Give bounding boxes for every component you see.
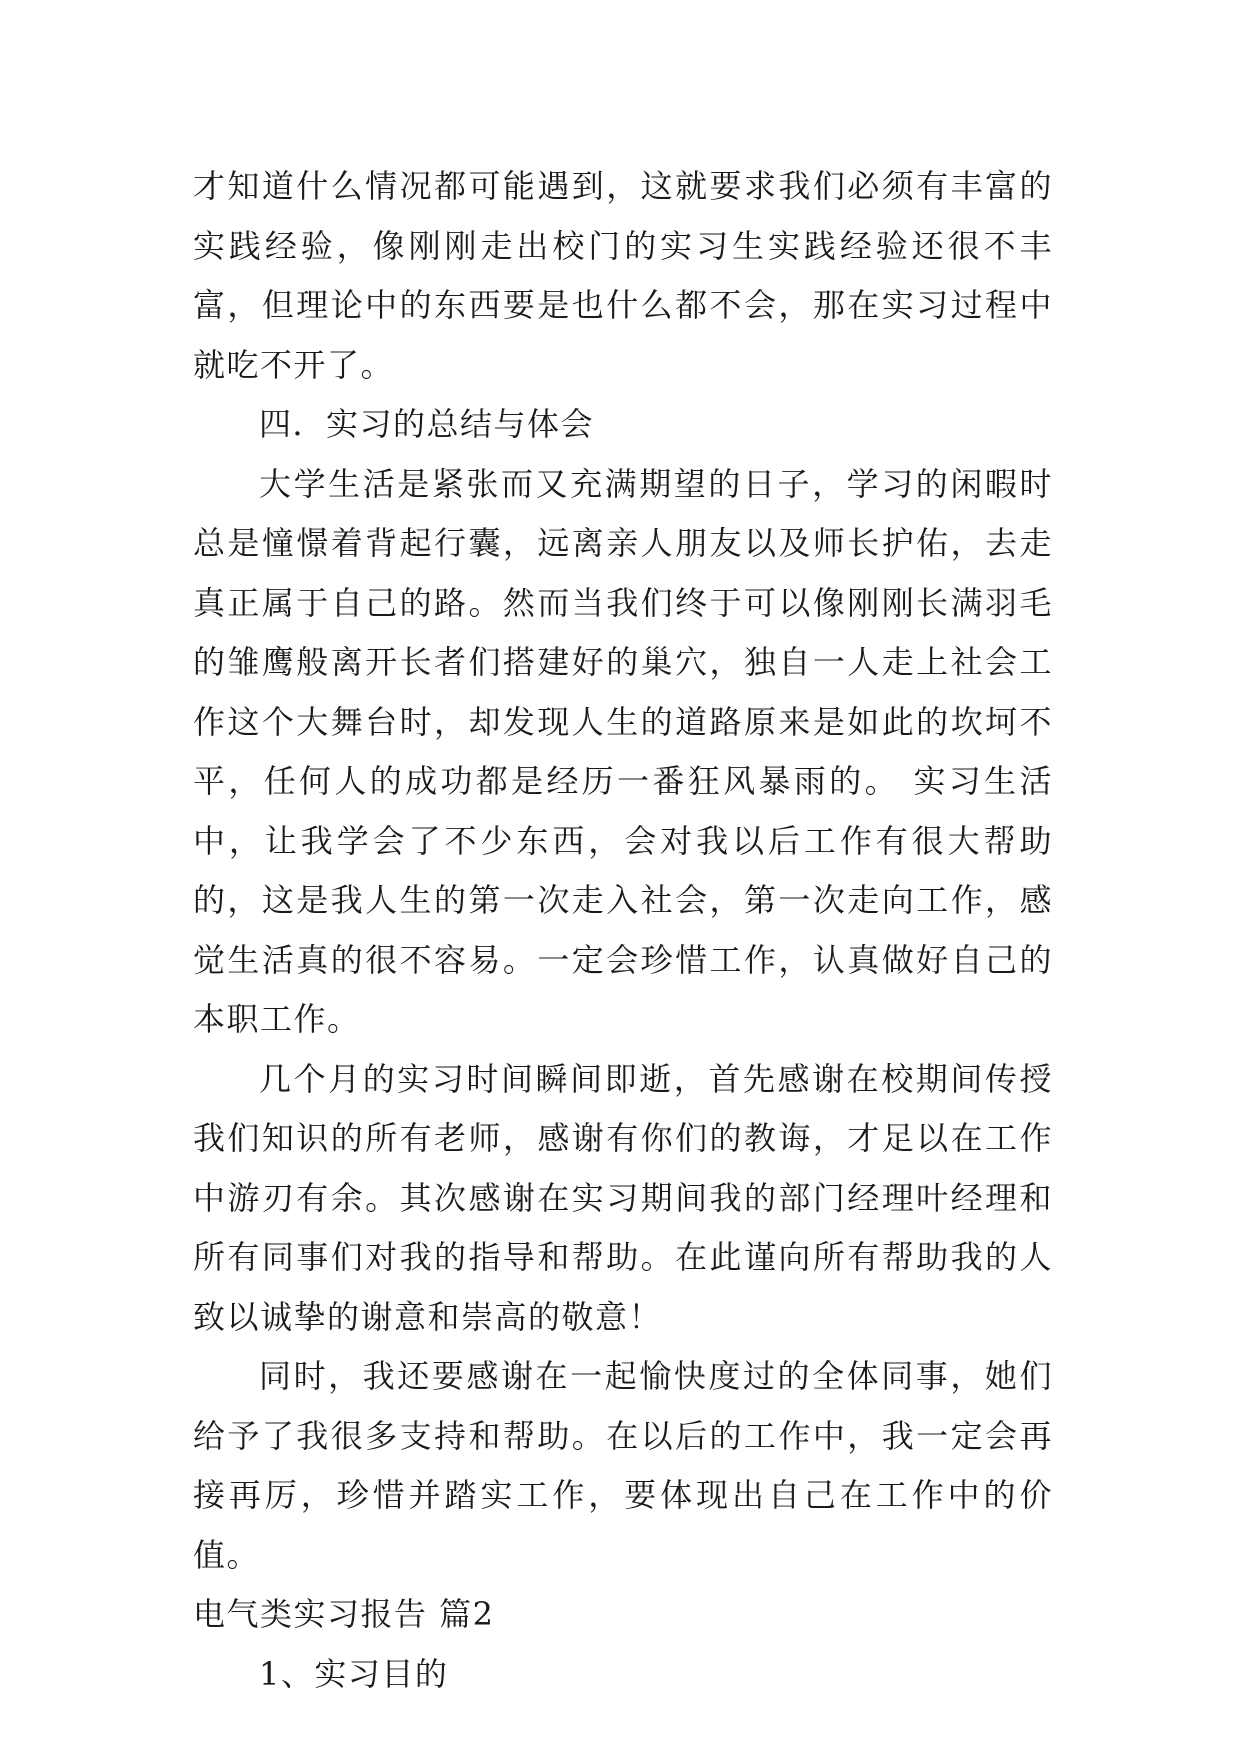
section-heading-summary: 四．实习的总结与体会 [259, 405, 595, 443]
document-body [193, 157, 1053, 1704]
section-heading-purpose: 1、实习目的 [259, 1654, 449, 1693]
paragraph-continuation: 才知道什么情况都可能遇到，这就要求我们必须有丰富的实践经验，像刚刚走出校门的实习生实践经验还很不丰富，但理论中的东西要是也什么都不会，那在实习过程中就吃不开了。 [193, 167, 1053, 384]
paragraph-thanks-teachers: 几个月的实习时间瞬间即逝，首先感谢在校期间传授我们知识的所有老师，感谢有你们的教诲，才足以在工作中游刃有余。其次感谢在实习期间我的部门经理叶经理和所有同事们对我的指导和帮助。在此谨向所有帮助我的人致以诚挚的谢意和崇高的敬意！ [193, 1059, 1053, 1336]
report-title-part2: 电气类实习报告 篇2 [193, 1595, 495, 1633]
paragraph-university-life: 大学生活是紧张而又充满期望的日子，学习的闲暇时总是憧憬着背起行囊，远离亲人朋友以及师长护佑，去走真正属于自己的路。然而当我们终于可以像刚刚长满羽毛的雏鹰般离开长者们搭建好的巢穴，独自一人走上社会工作这个大舞台时，却发现人生的道路原来是如此的坎坷不平，任何人的成功都是经历一番狂风暴雨的。 实习生活中，让我学会了不少东西，会对我以后工作有很大帮助的，这是我人生的第一次走入社会，第一次走向工作，感觉生活真的很不容易。一定会珍惜工作，认真做好自己的本职工作。 [193, 464, 1053, 1038]
paragraph-thanks-colleagues: 同时，我还要感谢在一起愉快度过的全体同事，她们给予了我很多支持和帮助。在以后的工作中，我一定会再接再厉，珍惜并踏实工作，要体现出自己在工作中的价值。 [193, 1357, 1053, 1574]
